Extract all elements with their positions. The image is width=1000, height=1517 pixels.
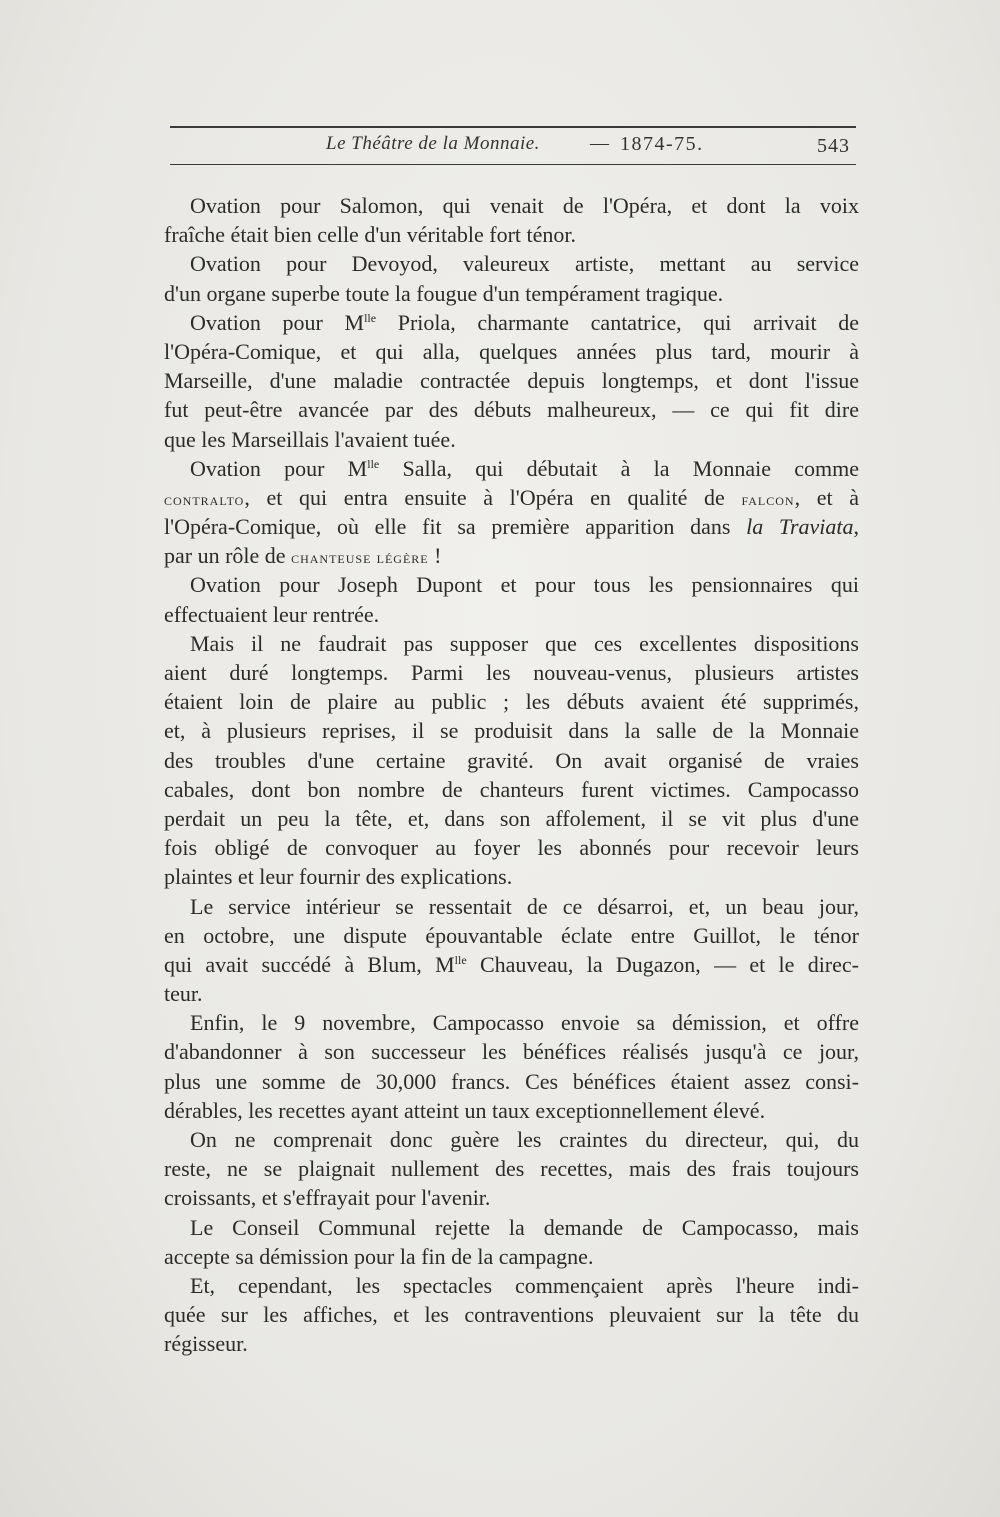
paragraph bbox=[164, 454, 859, 571]
paragraph bbox=[164, 629, 859, 892]
text-line: dérables, les recettes ayant atteint un taux exceptionnellement élevé. bbox=[164, 1097, 766, 1123]
text-line: croissants, et s'effrayait pour l'avenir. bbox=[164, 1185, 491, 1211]
text-line: reste, ne se plaignait nullement des recettes, mais des frais toujours bbox=[164, 1156, 859, 1182]
paragraph bbox=[164, 570, 859, 628]
text-line: fut peut-être avancée par des débuts malheureux, — ce qui fit dire bbox=[164, 397, 859, 423]
paragraph bbox=[164, 308, 859, 454]
text-line: On ne comprenait donc guère les craintes du directeur, qui, du bbox=[190, 1127, 859, 1152]
text-line: Marseille, d'une maladie contractée depuis longtemps, et dont l'issue bbox=[164, 368, 859, 394]
text-line: Mais il ne faudrait pas supposer que ces excellentes dispositions bbox=[190, 630, 859, 656]
text-line: effectuaient leur rentrée. bbox=[164, 601, 380, 627]
paragraph bbox=[164, 892, 859, 1009]
text-line: fois obligé de convoquer au foyer les abonnés pour recevoir leurs bbox=[164, 835, 859, 861]
text-line: Le service intérieur se ressentait de ce désarroi, et, un beau jour, bbox=[190, 893, 859, 919]
text-line: par un rôle de chanteuse légère ! bbox=[164, 543, 442, 569]
running-head-years: 1874-75. bbox=[620, 133, 704, 155]
text-line: Et, cependant, les spectacles commençaient après l'heure indi- bbox=[190, 1272, 859, 1298]
text-line: Ovation pour $M^{lle}$ Priola, charmante cantatrice, qui arrivait de bbox=[190, 309, 859, 335]
body-text bbox=[164, 191, 859, 1359]
text-line: cabales, dont bon nombre de chanteurs furent victimes. Campocasso bbox=[164, 776, 859, 802]
page-number: 543 bbox=[817, 135, 850, 157]
running-head-title: Le Théâtre de la Monnaie. bbox=[326, 133, 540, 154]
text-line: fraîche était bien celle d'un véritable fort ténor. bbox=[164, 222, 576, 248]
paragraph bbox=[164, 249, 859, 307]
text-line: d'un organe superbe toute la fougue d'un tempérament tragique. bbox=[164, 280, 724, 306]
text-line: Ovation pour $M^{lle}$ Salla, qui débutait à la Monnaie comme bbox=[190, 455, 859, 481]
text-line: plus une somme de 30,000 francs. Ces bénéfices étaient assez consi- bbox=[164, 1068, 859, 1094]
text-line: aient duré longtemps. Parmi les nouveau-venus, plusieurs artistes bbox=[164, 660, 859, 685]
paragraph bbox=[164, 191, 859, 249]
text-line: en octobre, une dispute épouvantable éclate entre Guillot, le ténor bbox=[164, 922, 859, 948]
text-line: quée sur les affiches, et les contraventions pleuvaient sur la tête du bbox=[164, 1302, 859, 1328]
text-line: et, à plusieurs reprises, il se produisit dans la salle de la Monnaie bbox=[164, 718, 859, 744]
text-line: régisseur. bbox=[164, 1331, 248, 1357]
text-line: Le Conseil Communal rejette la demande de Campocasso, mais bbox=[190, 1214, 859, 1240]
running-head-dash: — bbox=[590, 133, 609, 154]
text-line: des troubles d'une certaine gravité. On avait organisé de vraies bbox=[164, 747, 859, 773]
header-rule-top bbox=[170, 126, 856, 128]
text-line: Enfin, le 9 novembre, Campocasso envoie sa démission, et offre bbox=[190, 1010, 859, 1036]
text-line: l'Opéra-Comique, où elle fit sa première apparition dans la Traviata, bbox=[164, 514, 859, 540]
text-line: d'abandonner à son successeur les bénéfices réalisés jusqu'à ce jour, bbox=[164, 1039, 859, 1065]
paragraph bbox=[164, 1213, 859, 1271]
text-line: plaintes et leur fournir des explications. bbox=[164, 864, 513, 890]
text-line: Ovation pour Salomon, qui venait de l'Opéra, et dont la voix bbox=[190, 193, 859, 218]
text-line: contralto, et qui entra ensuite à l'Opéra en qualité de falcon, et à bbox=[164, 484, 859, 510]
text-line: l'Opéra-Comique, et qui alla, quelques années plus tard, mourir à bbox=[164, 338, 859, 364]
text-line: Ovation pour Joseph Dupont et pour tous les pensionnaires qui bbox=[190, 572, 859, 598]
text-line: teur. bbox=[164, 981, 203, 1007]
text-line: étaient loin de plaire au public ; les débuts avaient été supprimés, bbox=[164, 689, 859, 715]
header-rule-bottom bbox=[170, 164, 856, 165]
text-line: perdait un peu la tête, et, dans son affolement, il se vit plus d'une bbox=[164, 805, 859, 831]
paragraph bbox=[164, 1125, 859, 1213]
text-line: qui avait succédé à Blum, $M^{lle}$ Chauveau, la Dugazon, — et le direc- bbox=[164, 951, 859, 977]
text-line: accepte sa démission pour la fin de la campagne. bbox=[164, 1243, 594, 1269]
paragraph bbox=[164, 1008, 859, 1125]
text-line: Ovation pour Devoyod, valeureux artiste, mettant au service bbox=[190, 251, 859, 277]
paragraph bbox=[164, 1271, 859, 1359]
text-line: que les Marseillais l'avaient tuée. bbox=[164, 426, 456, 452]
